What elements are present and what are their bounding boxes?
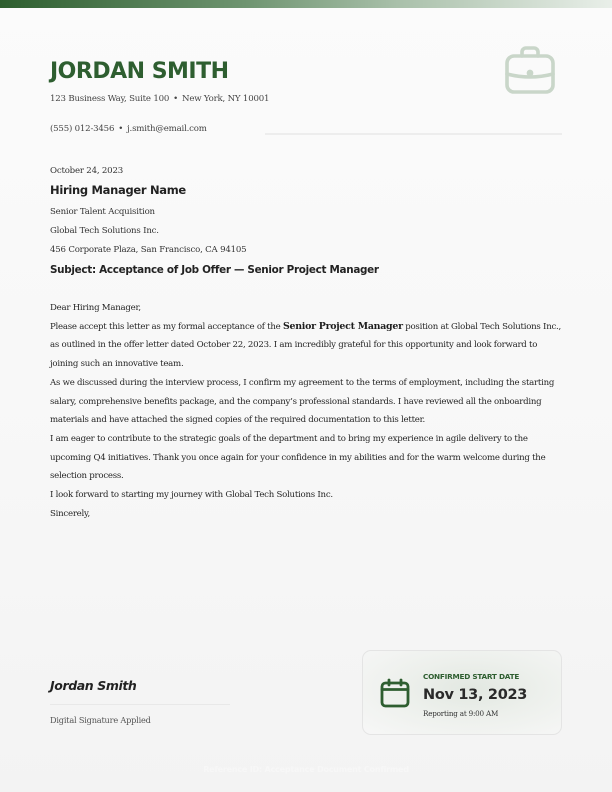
p1-text-after: position at Global Tech Solutions Inc., as outlined in the offer letter dated October 22, 2023. I am incredibly grateful for this opportunity and look forward to joining such an innovative team. [50, 321, 562, 370]
recipient-address: 456 Corporate Plaza, San Francisco, CA 94105 [50, 245, 247, 255]
reporting-time: Reporting at 9:00 AM [423, 709, 499, 718]
signature-note: Digital Signature Applied [50, 715, 151, 725]
start-date-card [362, 650, 562, 735]
salutation: Dear Hiring Manager, [50, 303, 141, 313]
address-street: 123 Business Way, Suite 100 [50, 94, 170, 104]
recipient-title: Senior Talent Acquisition [50, 207, 155, 217]
sender-address [50, 94, 269, 104]
p1-text-before: Please accept this letter as my formal acceptance of the [50, 321, 283, 332]
start-date-label: CONFIRMED START DATE [423, 672, 520, 681]
paragraph-1 [50, 318, 564, 374]
sender-phone: (555) 012-3456 [50, 124, 115, 134]
separator-dot: • [118, 124, 124, 134]
letter-date: October 24, 2023 [50, 166, 123, 176]
recipient-company: Global Tech Solutions Inc. [50, 226, 159, 236]
sender-email: j.smith@email.com [127, 124, 207, 134]
start-date-value: Nov 13, 2023 [423, 687, 528, 703]
signature-name: Jordan Smith [50, 678, 137, 693]
address-city: New York, NY 10001 [182, 94, 270, 104]
closing: Sincerely, [50, 508, 90, 519]
position-title: Senior Project Manager [282, 320, 403, 332]
recipient-name: Hiring Manager Name [50, 183, 186, 197]
letter-subject: Subject: Acceptance of Job Offer — Senior Project Manager [50, 264, 379, 276]
footer-reference: Reference ID: Acceptance Document Confirmed [203, 765, 409, 774]
letterhead [50, 58, 562, 134]
calendar-icon [379, 677, 411, 709]
paragraph-3: I am eager to contribute to the strategic goals of the department and to bring my experience in agile delivery to the upcoming Q4 initiatives. Thank you once again for your confidence in my abilities and for the warm welcome during the selection process. [50, 433, 546, 482]
header-divider [265, 133, 562, 135]
separator-dot: • [173, 94, 179, 104]
sender-name: JORDAN SMITH [50, 59, 229, 84]
sender-contact [50, 124, 207, 134]
paragraph-2: As we discussed during the interview process, I confirm my agreement to the terms of employment, including the starting salary, comprehensive benefits package, and the company’s professional standards. I have reviewed all the onboarding materials and have attached the signed copies of the required documentation to this letter. [50, 377, 555, 426]
briefcase-icon [503, 44, 557, 96]
letter-body [50, 299, 564, 523]
paragraph-4: I look forward to starting my journey with Global Tech Solutions Inc. [50, 490, 333, 501]
signature-divider [50, 704, 230, 705]
top-accent-bar [0, 0, 612, 8]
